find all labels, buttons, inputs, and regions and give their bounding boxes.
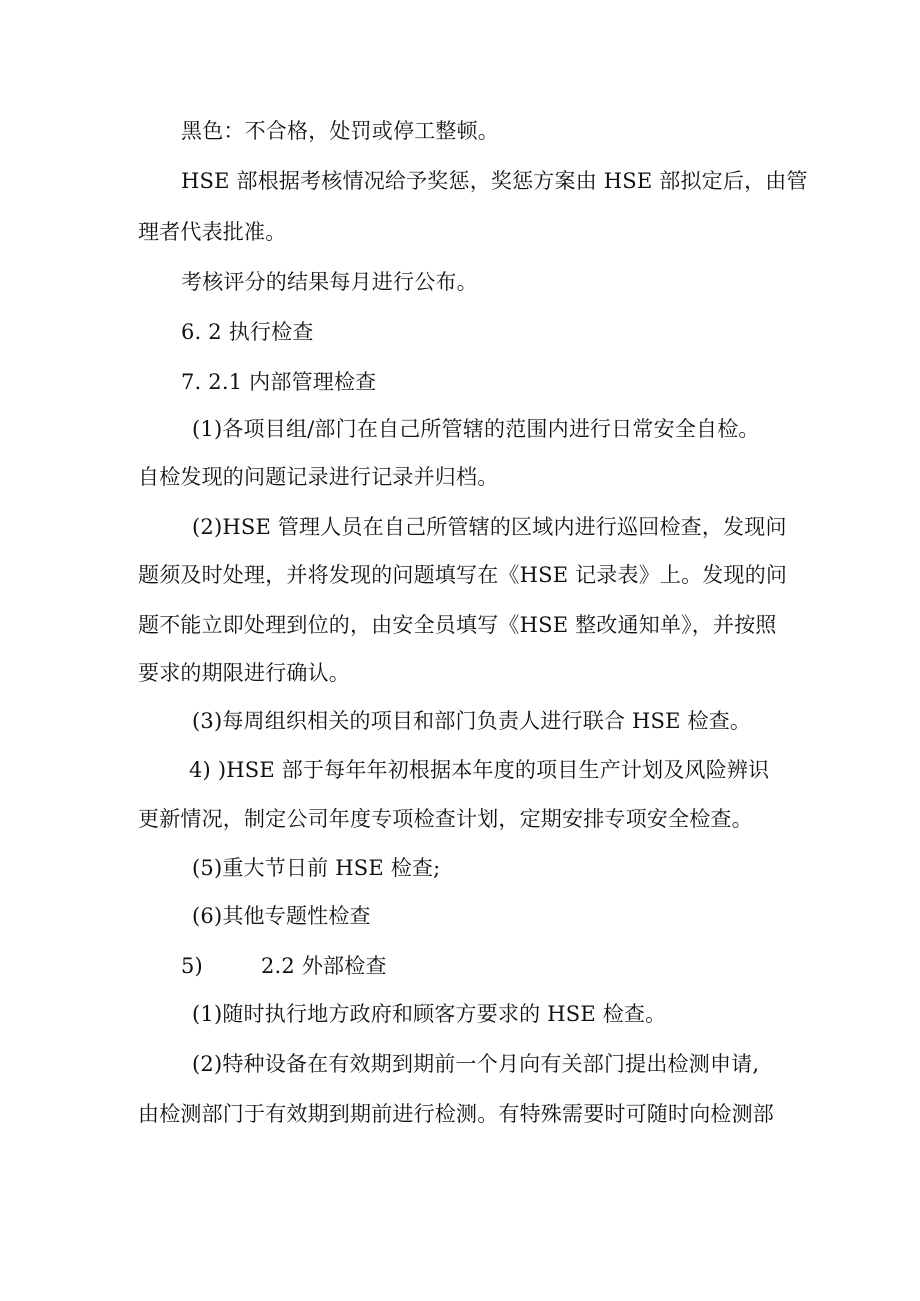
- text-line: (3)每周组织相关的项目和部门负责人进行联合 HSE 检查。: [192, 709, 752, 733]
- text-line: (1)各项目组/部门在自己所管辖的范围内进行日常安全自检。: [192, 417, 760, 441]
- text-line: 更新情况，制定公司年度专项检查计划，定期安排专项安全检查。: [138, 807, 753, 831]
- list-number: 5): [181, 954, 203, 978]
- text-line: (1)随时执行地方政府和顾客方要求的 HSE 检查。: [192, 1002, 667, 1026]
- section-heading: 6. 2 执行检查: [181, 320, 314, 344]
- text-line: 理者代表批准。: [138, 220, 287, 244]
- text-line: HSE 部根据考核情况给予奖惩，奖惩方案由 HSE 部拟定后，由管: [181, 169, 808, 193]
- text-line: 黑色：不合格，处罚或停工整顿。: [181, 119, 499, 143]
- text-line: 由检测部门于有效期到期前进行检测。有特殊需要时可随时向检测部: [138, 1102, 774, 1126]
- text-line: 考核评分的结果每月进行公布。: [181, 270, 478, 294]
- text-line: 要求的期限进行确认。: [138, 661, 350, 685]
- text-line: 题须及时处理，并将发现的问题填写在《HSE 记录表》上。发现的问: [138, 563, 788, 587]
- text-line: (2)HSE 管理人员在自己所管辖的区域内进行巡回检查，发现问: [192, 515, 787, 539]
- section-heading: 7. 2.1 内部管理检查: [181, 370, 377, 394]
- text-line: 自检发现的问题记录进行记录并归档。: [138, 465, 499, 489]
- text-line: (2)特种设备在有效期到期前一个月向有关部门提出检测申请,: [192, 1052, 760, 1076]
- section-heading: [181, 953, 387, 979]
- text-line: (5)重大节日前 HSE 检查;: [192, 856, 441, 880]
- text-line: 4) )HSE 部于每年年初根据本年度的项目生产计划及风险辨识: [189, 758, 770, 782]
- section-title: 2.2 外部检查: [260, 954, 387, 978]
- text-line: (6)其他专题性检查: [192, 904, 371, 928]
- text-line: 题不能立即处理到位的，由安全员填写《HSE 整改通知单》，并按照: [138, 613, 777, 637]
